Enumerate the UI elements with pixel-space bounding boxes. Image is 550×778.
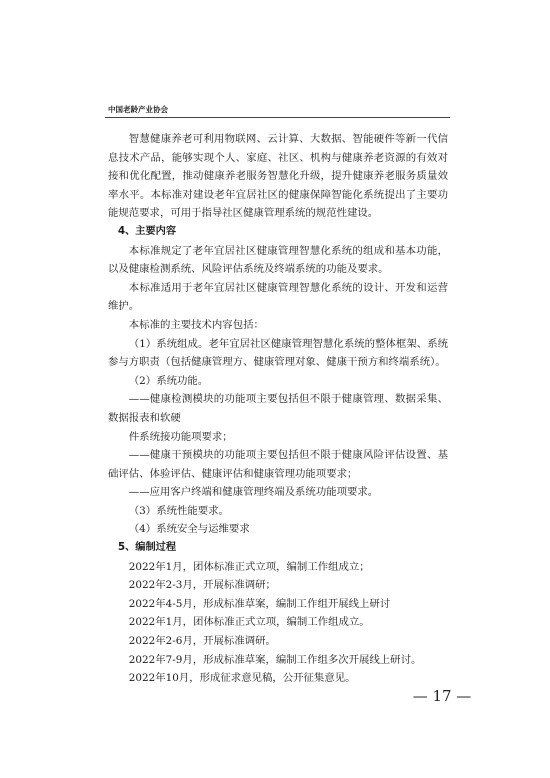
header-divider xyxy=(105,117,450,118)
timeline-item: 2022年1月，团体标准正式立项，编制工作组成立。 xyxy=(128,616,370,629)
section-4-paragraph: ——健康检测模块的功能项主要包括但不限于健康管理、数据采集、数据报表和软硬 xyxy=(108,393,448,424)
timeline-item: 2022年4-5月，形成标准草案，编制工作组开展线上研讨 xyxy=(128,597,391,610)
timeline-item: 2022年2-6月，开展标准调研。 xyxy=(128,635,276,648)
timeline-item: 2022年7-9月，形成标准草案，编制工作组多次开展线上研讨。 xyxy=(128,653,422,666)
section-4-paragraph: ——应用客户终端和健康管理终端及系统功能项要求。 xyxy=(128,486,379,499)
section-4-heading: 4、主要内容 xyxy=(118,225,177,237)
section-4-paragraph: 本标准适用于老年宜居社区健康管理智慧化系统的设计、开发和运营维护。 xyxy=(108,281,448,313)
timeline-item: 2022年10月，形成征求意见稿，公开征集意见。 xyxy=(128,672,356,685)
section-4-paragraph: 本标准规定了老年宜居社区健康管理智慧化系统的组成和基本功能，以及健康检测系统、风险评估系统及终端系统的功能及要求。 xyxy=(108,244,448,276)
page-number: — 17 — xyxy=(412,687,472,705)
section-4-paragraph: （4）系统安全与运维要求 xyxy=(128,523,250,536)
intro-paragraph: 智慧健康养老可利用物联网、云计算、大数据、智能硬件等新一代信息技术产品，能够实现个人、家庭、社区、机构与健康养老资源的有效对接和优化配置，推动健康养老服务智慧化升级，提升健康养老服务质量效率水平。本标准对建设老年宜居社区的健康保障智能化系统提出了主要功能规范要求，可用于指导社区健康管理系统的规范性建设。 xyxy=(108,133,448,220)
section-4-paragraph: （2）系统功能。 xyxy=(128,374,209,387)
section-4-paragraph: 本标准的主要技术内容包括： xyxy=(128,318,264,331)
document-body xyxy=(108,130,448,688)
header-organization: 中国老龄产业协会 xyxy=(108,105,168,114)
section-5-heading: 5、编制过程 xyxy=(118,542,177,554)
section-4-paragraph: ——健康干预模块的功能项主要包括但不限于健康风险评估设置、基础评估、体验评估、健康评估和健康管理功能项要求； xyxy=(108,449,448,480)
section-4-paragraph: 件系统接功能项要求； xyxy=(128,430,233,443)
section-4-paragraph: （3）系统性能要求。 xyxy=(128,504,229,517)
timeline-item: 2022年1月，团体标准正式立项，编制工作组成立； xyxy=(128,560,370,573)
section-4-paragraph: （1）系统组成。老年宜居社区健康管理智慧化系统的整体框架、系统参与方职责（包括健康管理方、健康管理对象、健康干预方和终端系统）。 xyxy=(108,337,448,369)
timeline-item: 2022年2-3月，开展标准调研； xyxy=(128,579,276,592)
